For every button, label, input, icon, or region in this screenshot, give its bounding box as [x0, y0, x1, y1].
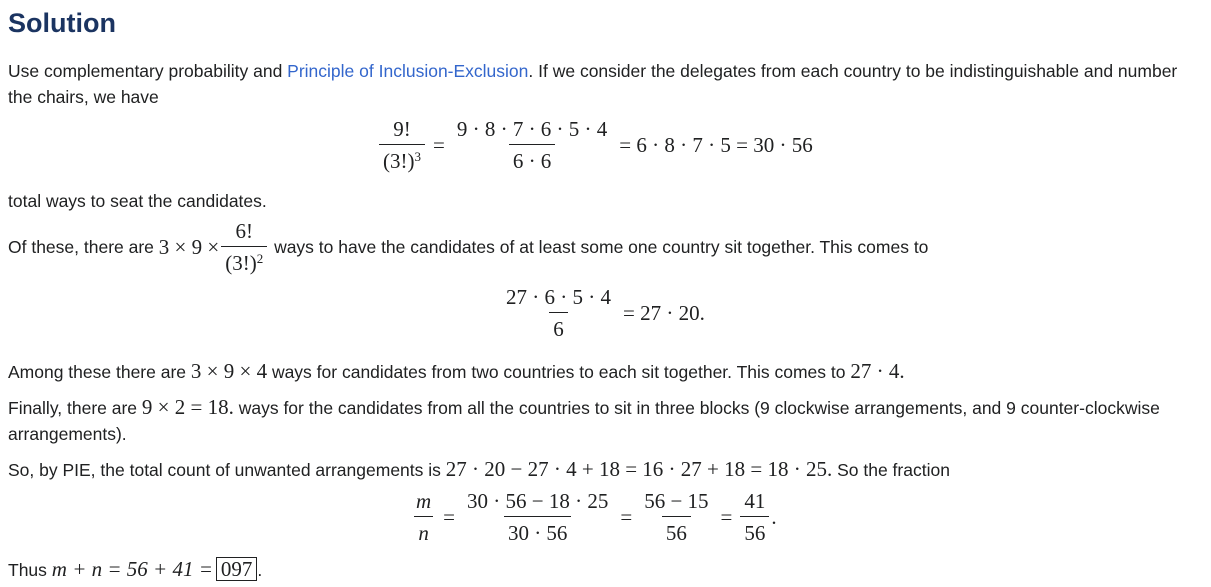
- intro-text-end: . If we consider the delegates from each country to be indistinguishable and number the chairs, we have: [8, 61, 1178, 107]
- fraction-numerator: 56 − 15: [644, 489, 709, 513]
- math-expression: 9 × 2 = 18.: [141, 395, 234, 419]
- equation-fraction: [410, 490, 777, 544]
- denominator-exponent: 3: [414, 149, 421, 164]
- fraction-m-over-n: [412, 490, 435, 544]
- equals-sign: =: [432, 132, 445, 157]
- text-before: So, by PIE, the total count of unwanted arrangements is: [8, 460, 446, 480]
- fraction-step-2: [640, 490, 712, 544]
- pie-link[interactable]: Principle of Inclusion-Exclusion: [287, 61, 529, 81]
- paragraph-at-least-one: [8, 220, 1203, 274]
- fraction-numerator: 6!: [235, 219, 253, 243]
- math-expression: 3 × 9 ×: [158, 235, 220, 259]
- paragraph-intro: [8, 58, 1203, 110]
- fraction-step-1: [463, 490, 612, 544]
- intro-text-start: Use complementary probability and: [8, 61, 288, 81]
- paragraph-all-countries: [8, 394, 1203, 447]
- text-middle: ways for candidates from two countries to each sit together. This comes to: [267, 362, 851, 382]
- paragraph-final-answer: [8, 556, 1203, 583]
- denominator-exponent: 2: [256, 251, 264, 266]
- equals-sign: =: [620, 504, 633, 529]
- math-expression: 27 · 20 − 27 · 4 + 18 = 16 · 27 + 18 = 18 · 25.: [445, 457, 833, 481]
- fraction-denominator: [379, 144, 425, 172]
- math-expression-result: 27 · 4.: [850, 359, 905, 383]
- equation-at-least-one: [500, 286, 705, 340]
- equals-sign: =: [443, 504, 456, 529]
- fraction-numerator: 41: [744, 489, 766, 513]
- fraction-denominator: n: [414, 516, 433, 544]
- fraction-6-factorial: [221, 220, 267, 274]
- fraction-denominator: 6: [549, 312, 568, 340]
- denominator-base: (3!): [225, 251, 257, 275]
- math-expression: 3 × 9 × 4: [190, 359, 268, 383]
- text-before: Among these there are: [8, 362, 191, 382]
- paragraph-total-ways: total ways to seat the candidates.: [8, 191, 267, 211]
- equation-total-arrangements: [377, 118, 813, 172]
- fraction-denominator: [221, 246, 267, 274]
- fraction-numerator: m: [416, 489, 432, 513]
- paragraph-pie-total: [8, 456, 1203, 483]
- fraction-numerator: 30 · 56 − 18 · 25: [467, 489, 609, 513]
- equation-tail: = 27 · 20.: [622, 300, 705, 325]
- text-after: ways to have the candidates of at least some one country sit together. This comes to: [269, 237, 929, 257]
- fraction-product: [453, 118, 611, 172]
- section-heading: Solution: [8, 8, 116, 38]
- text-after: ways for the candidates from all the countries to sit in three blocks (9 clockwise arrangements, and 9 counter-clockwise arrangements).: [8, 398, 1160, 444]
- math-expression: m + n = 56 + 41 =: [51, 557, 213, 581]
- paragraph-two-countries: [8, 358, 1203, 385]
- equals-sign: =: [720, 504, 733, 529]
- text-before: Finally, there are: [8, 398, 142, 418]
- answer-box: 097: [216, 557, 258, 581]
- fraction-denominator: 30 · 56: [504, 516, 572, 544]
- text-after: So the fraction: [832, 460, 950, 480]
- fraction-denominator: 56: [740, 516, 769, 544]
- text-before: Thus: [8, 560, 52, 580]
- fraction-numerator: 27 · 6 · 5 · 4: [506, 285, 611, 309]
- fraction-denominator: 6 · 6: [509, 144, 556, 172]
- fraction-9-factorial: [379, 118, 425, 172]
- fraction-result: [740, 490, 769, 544]
- equation-period: .: [771, 504, 777, 529]
- equation-tail: = 6 · 8 · 7 · 5 = 30 · 56: [619, 132, 813, 157]
- fraction-numerator: 9 · 8 · 7 · 6 · 5 · 4: [456, 117, 608, 141]
- fraction-denominator: 56: [662, 516, 691, 544]
- text-before: Of these, there are: [8, 237, 159, 257]
- fraction-count: [502, 286, 615, 340]
- fraction-numerator: 9!: [393, 117, 411, 141]
- denominator-base: (3!): [383, 149, 415, 173]
- final-period: .: [257, 560, 263, 580]
